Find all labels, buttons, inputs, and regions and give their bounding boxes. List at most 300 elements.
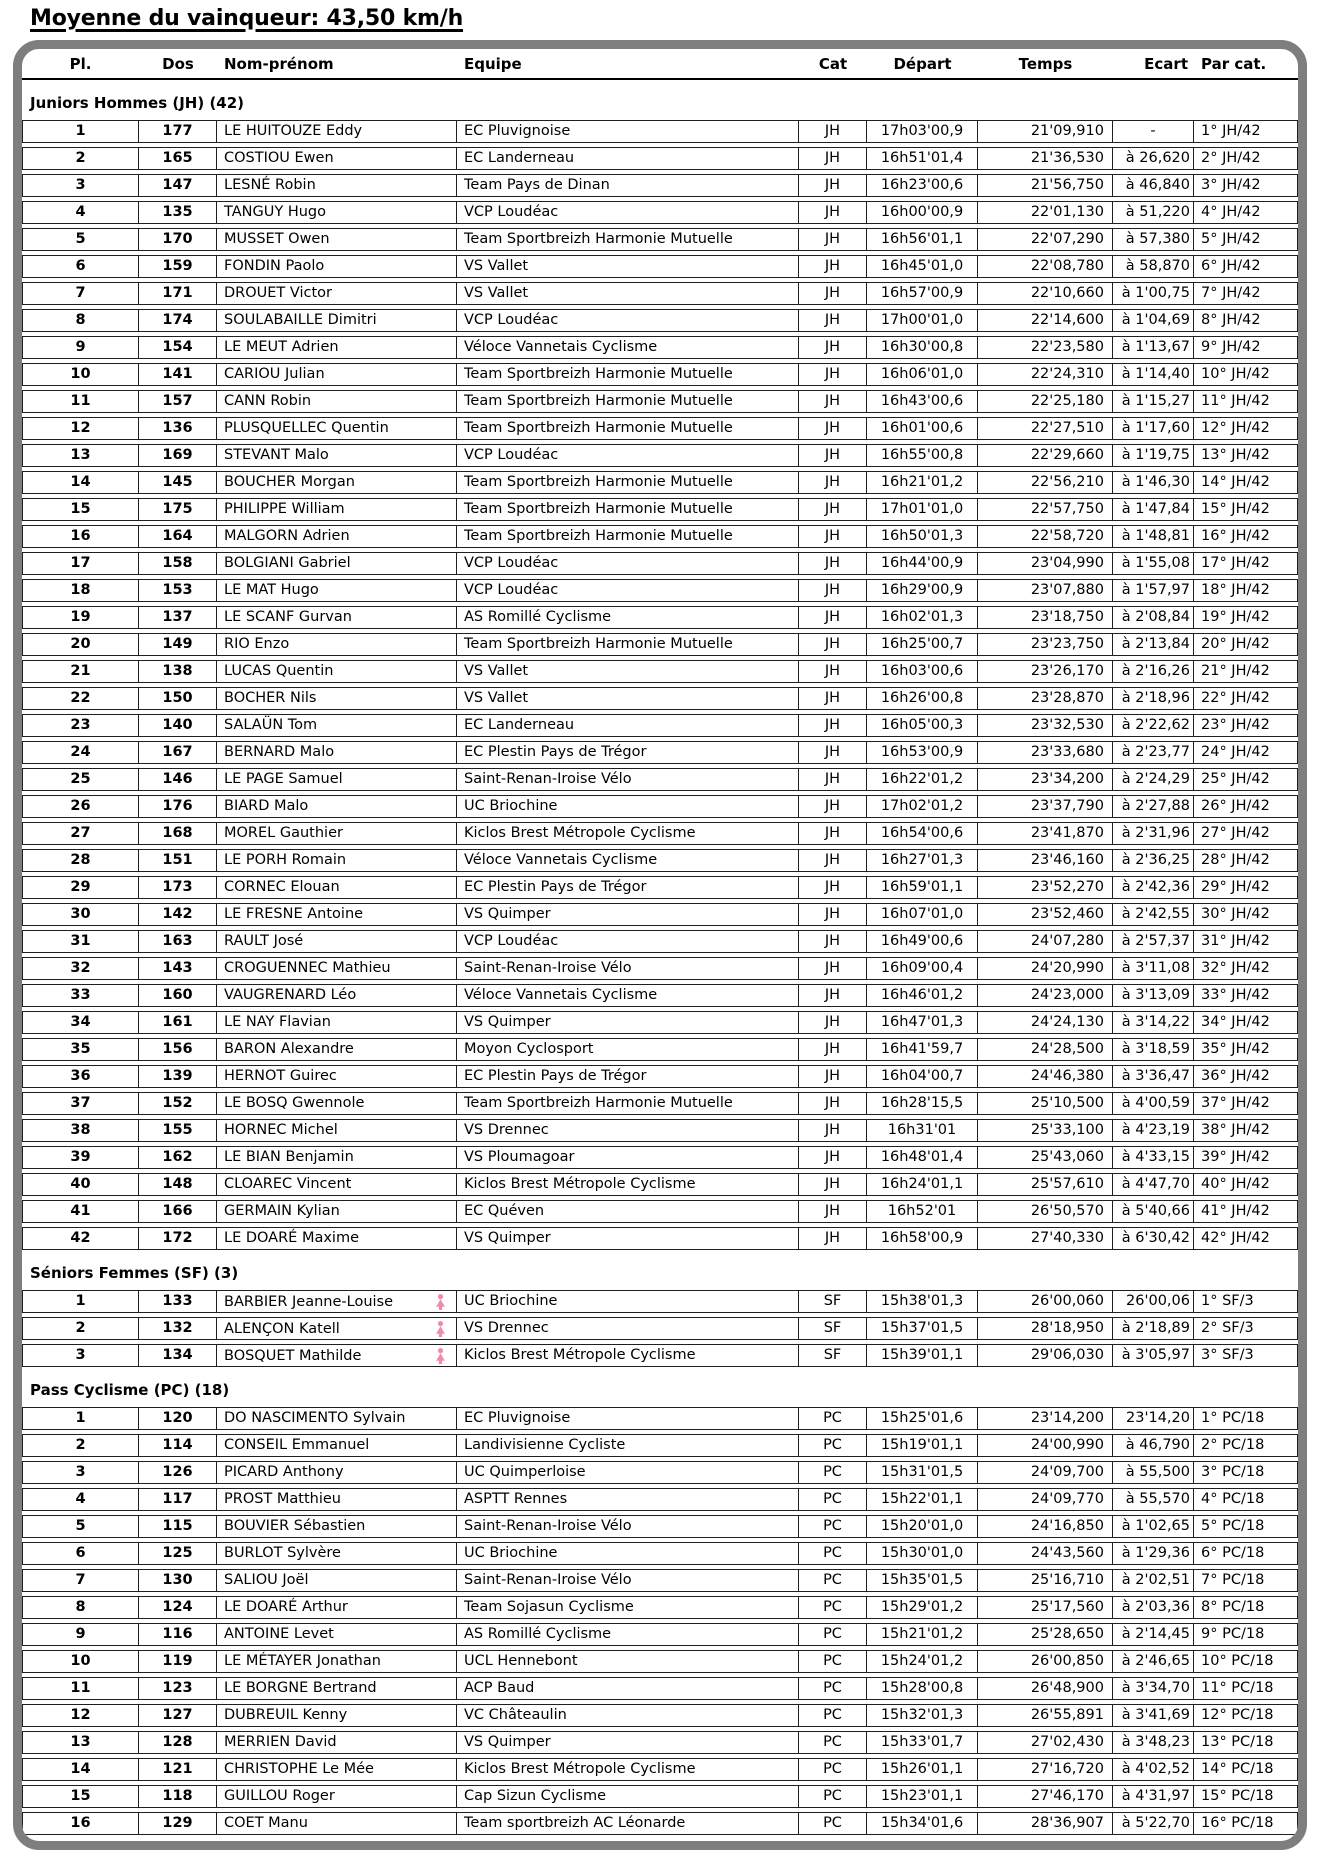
cell-nom: HORNEC Michel: [217, 1119, 457, 1142]
cell-pl: 18: [22, 579, 139, 602]
cell-cat: JH: [799, 1146, 867, 1169]
table-row: [22, 1119, 1298, 1142]
cell-parcat: 30° JH/42: [1194, 903, 1298, 926]
cell-nom: VAUGRENARD Léo: [217, 984, 457, 1007]
cell-equipe: AS Romillé Cyclisme: [457, 606, 799, 629]
cell-dos: 143: [139, 957, 217, 980]
cell-temps: 23'33,680: [978, 741, 1113, 764]
cell-ecart: à 3'11,08: [1113, 957, 1194, 980]
table-row: [22, 1596, 1298, 1619]
cell-dos: 149: [139, 633, 217, 656]
cell-equipe: VS Drennec: [457, 1317, 799, 1340]
cell-dos: 128: [139, 1731, 217, 1754]
table-row: [22, 1065, 1298, 1088]
cell-nom: CANN Robin: [217, 390, 457, 413]
table-row: [22, 1200, 1298, 1223]
cell-temps: 24'20,990: [978, 957, 1113, 980]
cell-depart: 16h21'01,2: [867, 471, 978, 494]
cell-ecart: à 3'36,47: [1113, 1065, 1194, 1088]
cell-cat: JH: [799, 957, 867, 980]
cell-ecart: à 4'00,59: [1113, 1092, 1194, 1115]
cell-dos: 173: [139, 876, 217, 899]
cell-parcat: 2° JH/42: [1194, 147, 1298, 170]
cell-cat: JH: [799, 687, 867, 710]
cell-ecart: à 1'29,36: [1113, 1542, 1194, 1565]
cell-depart: 15h28'00,8: [867, 1677, 978, 1700]
cell-ecart: à 3'18,59: [1113, 1038, 1194, 1061]
cell-nom: BOUVIER Sébastien: [217, 1515, 457, 1538]
cell-cat: PC: [799, 1812, 867, 1835]
cell-dos: 174: [139, 309, 217, 332]
cell-ecart: à 3'05,97: [1113, 1344, 1194, 1367]
cell-depart: 16h06'01,0: [867, 363, 978, 386]
cell-pl: 4: [22, 1488, 139, 1511]
cell-depart: 15h25'01,6: [867, 1407, 978, 1430]
cell-depart: 15h23'01,1: [867, 1785, 978, 1808]
cell-dos: 138: [139, 660, 217, 683]
cell-nom: SALIOU Joël: [217, 1569, 457, 1592]
cell-parcat: 23° JH/42: [1194, 714, 1298, 737]
cell-cat: JH: [799, 228, 867, 251]
cell-dos: 146: [139, 768, 217, 791]
cell-nom: PHILIPPE William: [217, 498, 457, 521]
table-row: [22, 1461, 1298, 1484]
cell-depart: 16h27'01,3: [867, 849, 978, 872]
table-row: [22, 903, 1298, 926]
cell-temps: 27'16,720: [978, 1758, 1113, 1781]
cell-nom: STEVANT Malo: [217, 444, 457, 467]
cell-pl: 16: [22, 1812, 139, 1835]
cell-dos: 167: [139, 741, 217, 764]
cell-ecart: à 1'19,75: [1113, 444, 1194, 467]
cell-ecart: à 2'13,84: [1113, 633, 1194, 656]
cell-temps: 22'58,720: [978, 525, 1113, 548]
cell-nom: LE BOSQ Gwennole: [217, 1092, 457, 1115]
cell-equipe: VCP Loudéac: [457, 930, 799, 953]
cell-pl: 21: [22, 660, 139, 683]
cell-cat: SF: [799, 1290, 867, 1313]
table-row: [22, 1290, 1298, 1313]
cell-equipe: EC Landerneau: [457, 147, 799, 170]
cell-equipe: VS Quimper: [457, 1227, 799, 1250]
cell-depart: 15h29'01,2: [867, 1596, 978, 1619]
col-header-ecart: Ecart: [1144, 55, 1188, 73]
cell-pl: 31: [22, 930, 139, 953]
cell-temps: 24'43,560: [978, 1542, 1113, 1565]
cell-ecart: à 2'24,29: [1113, 768, 1194, 791]
cell-cat: JH: [799, 309, 867, 332]
cell-temps: 23'26,170: [978, 660, 1113, 683]
cell-pl: 12: [22, 1704, 139, 1727]
cell-parcat: 25° JH/42: [1194, 768, 1298, 791]
cell-dos: 141: [139, 363, 217, 386]
cell-temps: 24'24,130: [978, 1011, 1113, 1034]
cell-depart: 16h59'01,1: [867, 876, 978, 899]
cell-depart: 17h02'01,2: [867, 795, 978, 818]
cell-equipe: Team Sportbreizh Harmonie Mutuelle: [457, 498, 799, 521]
cell-temps: 26'00,060: [978, 1290, 1113, 1313]
cell-cat: JH: [799, 1200, 867, 1223]
cell-depart: 16h56'01,1: [867, 228, 978, 251]
rider-name: BARBIER Jeanne-Louise: [224, 1293, 394, 1310]
cell-dos: 132: [139, 1317, 217, 1340]
cell-depart: 15h22'01,1: [867, 1488, 978, 1511]
table-row: [22, 1146, 1298, 1169]
cell-nom: LE NAY Flavian: [217, 1011, 457, 1034]
cell-parcat: 6° JH/42: [1194, 255, 1298, 278]
cell-ecart: à 2'36,25: [1113, 849, 1194, 872]
cell-dos: 140: [139, 714, 217, 737]
cell-depart: 16h46'01,2: [867, 984, 978, 1007]
cell-depart: 16h00'00,9: [867, 201, 978, 224]
cell-pl: 15: [22, 498, 139, 521]
cell-nom: DO NASCIMENTO Sylvain: [217, 1407, 457, 1430]
cell-temps: 28'18,950: [978, 1317, 1113, 1340]
cell-nom: LE PAGE Samuel: [217, 768, 457, 791]
cell-nom: COSTIOU Ewen: [217, 147, 457, 170]
cell-cat: JH: [799, 147, 867, 170]
cell-temps: 25'43,060: [978, 1146, 1113, 1169]
cell-nom: TANGUY Hugo: [217, 201, 457, 224]
cell-equipe: VS Ploumagoar: [457, 1146, 799, 1169]
cell-cat: JH: [799, 660, 867, 683]
cell-ecart: à 46,840: [1113, 174, 1194, 197]
cell-temps: 22'24,310: [978, 363, 1113, 386]
cell-temps: 24'07,280: [978, 930, 1113, 953]
cell-dos: 120: [139, 1407, 217, 1430]
cell-equipe: Landivisienne Cycliste: [457, 1434, 799, 1457]
cell-dos: 175: [139, 498, 217, 521]
cell-depart: 16h04'00,7: [867, 1065, 978, 1088]
table-row: [22, 471, 1298, 494]
cell-depart: 16h02'01,3: [867, 606, 978, 629]
cell-depart: 15h30'01,0: [867, 1542, 978, 1565]
cell-parcat: 3° SF/3: [1194, 1344, 1298, 1367]
cell-temps: 23'18,750: [978, 606, 1113, 629]
cell-equipe: VS Drennec: [457, 1119, 799, 1142]
cell-ecart: à 2'18,89: [1113, 1317, 1194, 1340]
cell-temps: 21'09,910: [978, 120, 1113, 143]
table-row: [22, 1785, 1298, 1808]
cell-depart: 16h30'00,8: [867, 336, 978, 359]
cell-cat: PC: [799, 1515, 867, 1538]
cell-ecart: à 2'57,37: [1113, 930, 1194, 953]
cell-temps: 23'52,460: [978, 903, 1113, 926]
cell-depart: 17h00'01,0: [867, 309, 978, 332]
col-header-temps: Temps: [1018, 55, 1073, 73]
cell-temps: 27'46,170: [978, 1785, 1113, 1808]
cell-equipe: Véloce Vannetais Cyclisme: [457, 984, 799, 1007]
cell-dos: 139: [139, 1065, 217, 1088]
cell-equipe: Team Pays de Dinan: [457, 174, 799, 197]
col-header-dos: Dos: [162, 55, 194, 73]
cell-dos: 160: [139, 984, 217, 1007]
cell-parcat: 3° PC/18: [1194, 1461, 1298, 1484]
cell-ecart: à 2'14,45: [1113, 1623, 1194, 1646]
cell-equipe: Saint-Renan-Iroise Vélo: [457, 768, 799, 791]
cell-equipe: EC Plestin Pays de Trégor: [457, 876, 799, 899]
cell-equipe: UC Briochine: [457, 1290, 799, 1313]
cell-dos: 148: [139, 1173, 217, 1196]
table-row: [22, 201, 1298, 224]
cell-dos: 150: [139, 687, 217, 710]
cell-dos: 172: [139, 1227, 217, 1250]
cell-depart: 16h25'00,7: [867, 633, 978, 656]
cell-equipe: Team Sojasun Cyclisme: [457, 1596, 799, 1619]
cell-cat: JH: [799, 255, 867, 278]
cell-temps: 27'40,330: [978, 1227, 1113, 1250]
cell-parcat: 9° JH/42: [1194, 336, 1298, 359]
cell-depart: 16h07'01,0: [867, 903, 978, 926]
cell-depart: 15h19'01,1: [867, 1434, 978, 1457]
cell-dos: 157: [139, 390, 217, 413]
cell-parcat: 19° JH/42: [1194, 606, 1298, 629]
cell-temps: 23'46,160: [978, 849, 1113, 872]
cell-dos: 145: [139, 471, 217, 494]
cell-nom: HERNOT Guirec: [217, 1065, 457, 1088]
cell-cat: PC: [799, 1785, 867, 1808]
cell-depart: 16h49'00,6: [867, 930, 978, 953]
cell-temps: 24'09,770: [978, 1488, 1113, 1511]
cell-dos: 114: [139, 1434, 217, 1457]
cell-cat: JH: [799, 1038, 867, 1061]
cell-parcat: 4° JH/42: [1194, 201, 1298, 224]
cell-ecart: à 6'30,42: [1113, 1227, 1194, 1250]
cell-cat: PC: [799, 1677, 867, 1700]
cell-depart: 16h22'01,2: [867, 768, 978, 791]
cell-ecart: à 3'14,22: [1113, 1011, 1194, 1034]
table-row: [22, 876, 1298, 899]
cell-cat: PC: [799, 1542, 867, 1565]
cell-cat: JH: [799, 1119, 867, 1142]
cell-nom: LE SCANF Gurvan: [217, 606, 457, 629]
cell-cat: JH: [799, 1065, 867, 1088]
cell-ecart: à 1'48,81: [1113, 525, 1194, 548]
cell-ecart: à 46,790: [1113, 1434, 1194, 1457]
cell-dos: 118: [139, 1785, 217, 1808]
section-jh: [22, 94, 1298, 1250]
cell-equipe: Team Sportbreizh Harmonie Mutuelle: [457, 228, 799, 251]
cell-dos: 137: [139, 606, 217, 629]
cell-pl: 15: [22, 1785, 139, 1808]
cell-nom: MALGORN Adrien: [217, 525, 457, 548]
table-row: [22, 579, 1298, 602]
cell-nom: LESNÉ Robin: [217, 174, 457, 197]
cell-ecart: à 4'47,70: [1113, 1173, 1194, 1196]
cell-equipe: EC Plestin Pays de Trégor: [457, 741, 799, 764]
table-row: [22, 687, 1298, 710]
table-row: [22, 1317, 1298, 1340]
cell-parcat: 1° PC/18: [1194, 1407, 1298, 1430]
table-row: [22, 1092, 1298, 1115]
cell-parcat: 36° JH/42: [1194, 1065, 1298, 1088]
cell-ecart: à 4'33,15: [1113, 1146, 1194, 1169]
cell-pl: 17: [22, 552, 139, 575]
cell-pl: 11: [22, 1677, 139, 1700]
cell-dos: 134: [139, 1344, 217, 1367]
cell-equipe: VS Quimper: [457, 903, 799, 926]
table-row: [22, 147, 1298, 170]
cell-temps: 23'37,790: [978, 795, 1113, 818]
cell-dos: 147: [139, 174, 217, 197]
cell-ecart: à 1'17,60: [1113, 417, 1194, 440]
cell-cat: JH: [799, 876, 867, 899]
cell-parcat: 24° JH/42: [1194, 741, 1298, 764]
cell-equipe: EC Landerneau: [457, 714, 799, 737]
cell-depart: 16h53'00,9: [867, 741, 978, 764]
table-row: [22, 633, 1298, 656]
table-row: [22, 1038, 1298, 1061]
table-row: [22, 282, 1298, 305]
cell-parcat: 8° PC/18: [1194, 1596, 1298, 1619]
cell-depart: 15h32'01,3: [867, 1704, 978, 1727]
cell-parcat: 34° JH/42: [1194, 1011, 1298, 1034]
table-row: [22, 363, 1298, 386]
cell-ecart: à 2'46,65: [1113, 1650, 1194, 1673]
cell-temps: 27'02,430: [978, 1731, 1113, 1754]
cell-parcat: 27° JH/42: [1194, 822, 1298, 845]
cell-dos: 129: [139, 1812, 217, 1835]
cell-cat: PC: [799, 1623, 867, 1646]
cell-parcat: 15° JH/42: [1194, 498, 1298, 521]
cell-pl: 41: [22, 1200, 139, 1223]
cell-parcat: 38° JH/42: [1194, 1119, 1298, 1142]
cell-cat: PC: [799, 1407, 867, 1430]
cell-ecart: 23'14,20: [1113, 1407, 1194, 1430]
table-row: [22, 1677, 1298, 1700]
cell-nom: CLOAREC Vincent: [217, 1173, 457, 1196]
cell-nom: FONDIN Paolo: [217, 255, 457, 278]
cell-equipe: Kiclos Brest Métropole Cyclisme: [457, 1344, 799, 1367]
cell-pl: 2: [22, 1434, 139, 1457]
cell-parcat: 39° JH/42: [1194, 1146, 1298, 1169]
cell-parcat: 9° PC/18: [1194, 1623, 1298, 1646]
cell-parcat: 16° PC/18: [1194, 1812, 1298, 1835]
cell-cat: JH: [799, 849, 867, 872]
cell-depart: 16h55'00,8: [867, 444, 978, 467]
cell-temps: 22'29,660: [978, 444, 1113, 467]
cell-temps: 23'23,750: [978, 633, 1113, 656]
cell-ecart: à 1'15,27: [1113, 390, 1194, 413]
cell-pl: 30: [22, 903, 139, 926]
cell-nom: SOULABAILLE Dimitri: [217, 309, 457, 332]
cell-parcat: 22° JH/42: [1194, 687, 1298, 710]
cell-equipe: UCL Hennebont: [457, 1650, 799, 1673]
table-row: [22, 1650, 1298, 1673]
cell-pl: 13: [22, 1731, 139, 1754]
cell-cat: JH: [799, 903, 867, 926]
cell-ecart: à 1'57,97: [1113, 579, 1194, 602]
table-row: [22, 120, 1298, 143]
cell-dos: 158: [139, 552, 217, 575]
cell-ecart: à 1'47,84: [1113, 498, 1194, 521]
cell-parcat: 7° JH/42: [1194, 282, 1298, 305]
cell-pl: 37: [22, 1092, 139, 1115]
cell-pl: 5: [22, 1515, 139, 1538]
table-row: [22, 1704, 1298, 1727]
cell-nom: PICARD Anthony: [217, 1461, 457, 1484]
cell-nom: BOCHER Nils: [217, 687, 457, 710]
cell-dos: 177: [139, 120, 217, 143]
cell-parcat: 20° JH/42: [1194, 633, 1298, 656]
table-row: [22, 417, 1298, 440]
table-body: [22, 94, 1298, 1835]
cell-cat: PC: [799, 1731, 867, 1754]
cell-ecart: à 4'02,52: [1113, 1758, 1194, 1781]
cell-depart: 15h35'01,5: [867, 1569, 978, 1592]
cell-parcat: 6° PC/18: [1194, 1542, 1298, 1565]
cell-parcat: 16° JH/42: [1194, 525, 1298, 548]
cell-equipe: UC Briochine: [457, 795, 799, 818]
cell-nom: LE HUITOUZE Eddy: [217, 120, 457, 143]
cell-depart: 16h48'01,4: [867, 1146, 978, 1169]
cell-equipe: Moyon Cyclosport: [457, 1038, 799, 1061]
table-row: [22, 1731, 1298, 1754]
cell-parcat: 1° SF/3: [1194, 1290, 1298, 1313]
cell-equipe: Team Sportbreizh Harmonie Mutuelle: [457, 1092, 799, 1115]
cell-equipe: ASPTT Rennes: [457, 1488, 799, 1511]
cell-dos: 161: [139, 1011, 217, 1034]
cell-depart: 15h38'01,3: [867, 1290, 978, 1313]
table-row: [22, 1011, 1298, 1034]
cell-temps: 21'36,530: [978, 147, 1113, 170]
cell-depart: 16h29'00,9: [867, 579, 978, 602]
cell-pl: 1: [22, 1407, 139, 1430]
cell-parcat: 31° JH/42: [1194, 930, 1298, 953]
cell-ecart: à 2'08,84: [1113, 606, 1194, 629]
cell-pl: 11: [22, 390, 139, 413]
table-row: [22, 957, 1298, 980]
cell-parcat: 40° JH/42: [1194, 1173, 1298, 1196]
cell-pl: 26: [22, 795, 139, 818]
cell-nom: LUCAS Quentin: [217, 660, 457, 683]
table-row: [22, 1623, 1298, 1646]
cell-equipe: Véloce Vannetais Cyclisme: [457, 849, 799, 872]
cell-nom: LE BORGNE Bertrand: [217, 1677, 457, 1700]
cell-ecart: à 2'31,96: [1113, 822, 1194, 845]
cell-depart: 16h50'01,3: [867, 525, 978, 548]
cell-parcat: 3° JH/42: [1194, 174, 1298, 197]
cell-pl: 19: [22, 606, 139, 629]
cell-depart: 16h57'00,9: [867, 282, 978, 305]
cell-cat: JH: [799, 714, 867, 737]
cell-equipe: VS Vallet: [457, 282, 799, 305]
cell-pl: 35: [22, 1038, 139, 1061]
cell-ecart: 26'00,06: [1113, 1290, 1194, 1313]
cell-parcat: 41° JH/42: [1194, 1200, 1298, 1223]
cell-ecart: à 51,220: [1113, 201, 1194, 224]
cell-nom: MUSSET Owen: [217, 228, 457, 251]
cell-ecart: à 3'34,70: [1113, 1677, 1194, 1700]
cell-temps: 26'00,850: [978, 1650, 1113, 1673]
cell-cat: JH: [799, 336, 867, 359]
cell-depart: 16h09'00,4: [867, 957, 978, 980]
cell-pl: 8: [22, 309, 139, 332]
section-title-pc: Pass Cyclisme (PC) (18): [30, 1381, 230, 1399]
cell-pl: 10: [22, 363, 139, 386]
cell-equipe: VC Châteaulin: [457, 1704, 799, 1727]
cell-cat: JH: [799, 417, 867, 440]
cell-pl: 7: [22, 1569, 139, 1592]
table-row: [22, 309, 1298, 332]
cell-equipe: EC Pluvignoise: [457, 1407, 799, 1430]
cell-cat: JH: [799, 984, 867, 1007]
cell-depart: 15h26'01,1: [867, 1758, 978, 1781]
cell-depart: 16h47'01,3: [867, 1011, 978, 1034]
cell-equipe: EC Quéven: [457, 1200, 799, 1223]
cell-parcat: 37° JH/42: [1194, 1092, 1298, 1115]
cell-dos: 153: [139, 579, 217, 602]
